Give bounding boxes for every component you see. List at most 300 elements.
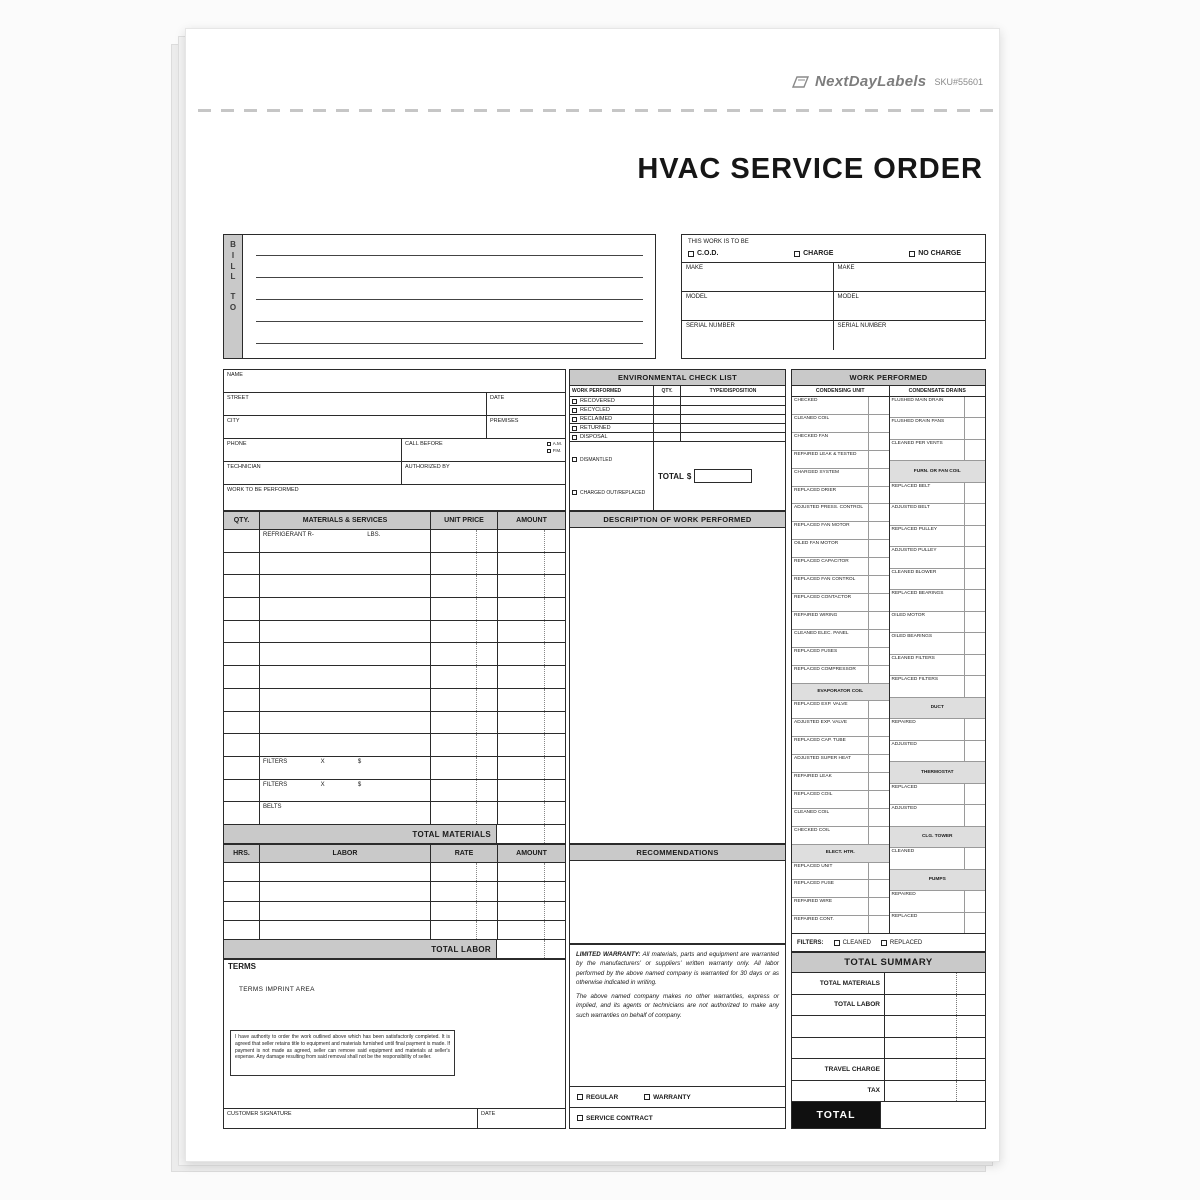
materials-unit-price-cell[interactable] — [431, 780, 498, 802]
checkbox-icon[interactable] — [572, 490, 577, 495]
env-row-option[interactable] — [570, 397, 654, 405]
summary-row-amount[interactable] — [884, 1038, 985, 1059]
wp-row[interactable] — [890, 547, 986, 568]
summary-row-amount[interactable] — [884, 1059, 985, 1080]
wp-label: REPLACED FAN CONTROL — [794, 577, 856, 583]
labor-rate-cell[interactable] — [431, 863, 498, 881]
wp-check-cell[interactable] — [868, 880, 889, 897]
wp-row[interactable] — [890, 590, 986, 611]
equipment-field[interactable]: MODEL — [834, 292, 986, 321]
brand-logo — [790, 73, 983, 90]
materials-unit-price-cell[interactable] — [431, 621, 498, 643]
materials-item-cell[interactable] — [260, 575, 431, 597]
materials-table — [223, 511, 566, 844]
env-type-cell[interactable] — [681, 424, 785, 432]
wp-row[interactable] — [890, 698, 986, 719]
materials-item-cell[interactable] — [260, 598, 431, 620]
terms-panel — [223, 959, 566, 1129]
wp-check-cell[interactable] — [964, 784, 985, 804]
wp-check-cell[interactable] — [964, 504, 985, 524]
materials-amount-cell[interactable] — [498, 712, 565, 734]
checkbox-icon[interactable] — [688, 251, 694, 257]
summary-row-amount[interactable] — [884, 1081, 985, 1102]
wp-label: REPAIRED WIRING — [794, 612, 838, 618]
env-type-cell[interactable] — [681, 415, 785, 423]
materials-unit-price-cell[interactable] — [431, 666, 498, 688]
equipment-field[interactable]: SERIAL NUMBER — [837, 323, 887, 329]
materials-amount-cell[interactable] — [498, 734, 565, 756]
materials-unit-price-cell[interactable] — [431, 553, 498, 575]
wp-check-cell[interactable] — [964, 633, 985, 653]
materials-unit-price-cell[interactable] — [431, 575, 498, 597]
description-body[interactable] — [570, 528, 785, 843]
materials-amount-cell[interactable] — [498, 553, 565, 575]
env-charged-label: CHARGED OUT/REPLACED — [580, 489, 646, 496]
wp-check-cell[interactable] — [868, 701, 889, 718]
city-field[interactable]: CITY — [224, 416, 487, 438]
wp-label: REPLACED — [891, 913, 918, 919]
wp-label: REPLACED UNIT — [794, 863, 833, 869]
bill-to-line[interactable] — [256, 277, 643, 278]
wp-label: REPLACED — [891, 784, 918, 790]
wp-check-cell[interactable] — [964, 848, 985, 868]
wp-row[interactable] — [890, 569, 986, 590]
labor-hrs-cell[interactable] — [224, 882, 260, 900]
wp-check-cell[interactable] — [868, 755, 889, 772]
wp-check-cell[interactable] — [868, 612, 889, 629]
wp-row[interactable] — [792, 827, 889, 845]
materials-item-cell[interactable]: FILTERS X $ — [260, 757, 431, 779]
wp-row[interactable] — [792, 863, 889, 881]
summary-row-amount[interactable] — [884, 973, 985, 994]
materials-unit-price-cell[interactable] — [431, 734, 498, 756]
env-row-option[interactable] — [570, 424, 654, 432]
wp-check-cell[interactable] — [868, 898, 889, 915]
env-row-option[interactable] — [570, 415, 654, 423]
env-col-type: TYPE/DISPOSITION — [709, 388, 757, 394]
env-type-cell[interactable] — [681, 433, 785, 441]
equipment-field[interactable]: MAKE — [834, 263, 986, 292]
wp-row[interactable] — [792, 433, 889, 451]
wp-row[interactable] — [792, 504, 889, 522]
materials-unit-price-cell[interactable] — [431, 757, 498, 779]
env-row-option[interactable] — [570, 433, 654, 441]
wp-label: FLUSHED DRAIN PANS — [891, 419, 945, 425]
materials-amount-cell[interactable] — [498, 643, 565, 665]
wp-row[interactable] — [792, 880, 889, 898]
wp-row[interactable] — [792, 576, 889, 594]
wp-check-cell[interactable] — [868, 648, 889, 665]
filters-replaced-label: REPLACED — [889, 939, 923, 946]
wp-row[interactable] — [792, 666, 889, 684]
wp-row[interactable] — [890, 848, 986, 869]
wp-check-cell[interactable] — [868, 487, 889, 504]
checkbox-icon[interactable] — [572, 426, 577, 431]
wp-row[interactable] — [890, 612, 986, 633]
street-field[interactable]: STREET — [224, 393, 487, 415]
wp-label: EVAPORATOR COIL — [817, 689, 864, 695]
work-type-option[interactable] — [909, 250, 961, 257]
materials-item-cell[interactable] — [260, 666, 431, 688]
wp-check-cell[interactable] — [964, 590, 985, 610]
checkbox-icon[interactable] — [572, 399, 577, 404]
wp-check-cell[interactable] — [868, 576, 889, 593]
wp-check-cell[interactable] — [964, 612, 985, 632]
materials-qty-cell[interactable] — [224, 666, 260, 688]
wp-check-cell[interactable] — [964, 440, 985, 460]
bill-to-tab — [224, 235, 243, 358]
labor-rate-cell[interactable] — [431, 902, 498, 920]
wp-row[interactable] — [792, 773, 889, 791]
env-qty-cell[interactable] — [654, 433, 681, 441]
wp-row[interactable] — [890, 805, 986, 826]
wp-check-cell[interactable] — [868, 916, 889, 933]
labor-header-rate: RATE — [431, 845, 498, 862]
call-before-label: CALL BEFORE — [405, 440, 443, 447]
authorized-by-field[interactable]: AUTHORIZED BY — [405, 463, 450, 470]
materials-qty-cell[interactable] — [224, 802, 260, 824]
checkbox-icon[interactable] — [547, 442, 551, 446]
regular-option[interactable] — [577, 1094, 618, 1101]
env-row — [570, 415, 785, 424]
materials-item-cell[interactable] — [260, 734, 431, 756]
materials-qty-cell[interactable] — [224, 575, 260, 597]
materials-item-cell[interactable]: REFRIGERANT R- LBS. — [260, 530, 431, 552]
wp-check-cell[interactable] — [868, 540, 889, 557]
am-option[interactable] — [547, 441, 562, 448]
equipment-field[interactable]: MAKE — [682, 263, 834, 292]
materials-amount-cell[interactable] — [498, 780, 565, 802]
wp-row[interactable] — [890, 655, 986, 676]
checkbox-icon[interactable] — [572, 408, 577, 413]
recommendations-body[interactable] — [570, 861, 785, 943]
equipment-field[interactable]: MODEL — [682, 292, 834, 321]
bill-to-box — [223, 234, 656, 359]
warranty-text — [570, 945, 785, 1086]
wp-check-cell[interactable] — [964, 418, 985, 438]
materials-qty-cell[interactable] — [224, 734, 260, 756]
wp-check-cell[interactable] — [964, 891, 985, 911]
materials-qty-cell[interactable] — [224, 712, 260, 734]
technician-field[interactable]: TECHNICIAN — [224, 462, 402, 484]
bill-to-letter: I — [231, 250, 235, 260]
filters-cleaned-option[interactable] — [834, 940, 871, 946]
wp-label: OILED FAN MOTOR — [794, 541, 839, 547]
phone-field[interactable]: PHONE — [224, 439, 402, 461]
materials-qty-cell[interactable] — [224, 643, 260, 665]
wp-row[interactable] — [890, 741, 986, 762]
total-labor-amount[interactable] — [497, 940, 565, 958]
wp-row[interactable] — [792, 397, 889, 415]
materials-qty-cell[interactable] — [224, 621, 260, 643]
checkbox-icon[interactable] — [644, 1094, 650, 1100]
labor-amount-cell[interactable] — [498, 921, 565, 939]
summary-row-amount[interactable] — [884, 995, 985, 1016]
materials-unit-price-cell[interactable] — [431, 598, 498, 620]
wp-check-cell[interactable] — [868, 504, 889, 521]
wp-check-cell[interactable] — [868, 469, 889, 486]
checkbox-icon[interactable] — [572, 417, 577, 422]
equipment-field[interactable]: SERIAL NUMBER — [682, 321, 834, 350]
wp-row[interactable] — [890, 827, 986, 848]
wp-check-cell[interactable] — [964, 483, 985, 503]
wp-row[interactable] — [792, 558, 889, 576]
wp-right-column — [889, 397, 986, 933]
summary-row — [792, 1081, 985, 1103]
recommendations-panel — [569, 844, 786, 944]
materials-amount-cell[interactable] — [498, 689, 565, 711]
wp-check-cell[interactable] — [868, 809, 889, 826]
wp-check-cell[interactable] — [964, 719, 985, 739]
premises-field[interactable]: PREMISES — [490, 417, 519, 424]
environmental-title: ENVIRONMENTAL CHECK LIST — [570, 370, 785, 386]
wp-label: CLEANED — [891, 849, 915, 855]
wp-check-cell[interactable] — [868, 397, 889, 414]
wp-check-cell[interactable] — [868, 433, 889, 450]
checkbox-icon[interactable] — [572, 435, 577, 440]
materials-item-cell[interactable] — [260, 553, 431, 575]
labor-hrs-cell[interactable] — [224, 921, 260, 939]
checkbox-icon[interactable] — [834, 940, 840, 946]
wp-row[interactable] — [890, 440, 986, 461]
labor-hrs-cell[interactable] — [224, 863, 260, 881]
labor-amount-cell[interactable] — [498, 882, 565, 900]
labor-desc-cell[interactable] — [260, 863, 431, 881]
materials-unit-price-cell[interactable] — [431, 530, 498, 552]
materials-qty-cell[interactable] — [224, 757, 260, 779]
wp-row[interactable] — [890, 762, 986, 783]
bill-to-line[interactable] — [256, 321, 643, 322]
wp-check-cell[interactable] — [964, 741, 985, 761]
bill-to-line[interactable] — [256, 255, 643, 256]
wp-row[interactable] — [792, 916, 889, 933]
wp-check-cell[interactable] — [868, 630, 889, 647]
materials-amount-cell[interactable] — [498, 666, 565, 688]
materials-amount-cell[interactable] — [498, 575, 565, 597]
wp-row[interactable] — [890, 483, 986, 504]
wp-check-cell[interactable] — [868, 415, 889, 432]
checkbox-icon[interactable] — [794, 251, 800, 257]
filters-replaced-option[interactable] — [881, 940, 922, 946]
service-contract-option[interactable] — [577, 1115, 653, 1122]
wp-row[interactable] — [792, 737, 889, 755]
env-qty-cell[interactable] — [654, 424, 681, 432]
warranty-body-1: All materials, parts and equipment are warranted by the manufacturers' or suppliers' written warranty only. All labor performed by the above named company is warranted for 30 days or as otherwise indicated in writing. — [576, 951, 779, 986]
materials-qty-cell[interactable] — [224, 598, 260, 620]
wp-row[interactable] — [792, 648, 889, 666]
wp-row[interactable] — [792, 630, 889, 648]
wp-row[interactable] — [890, 418, 986, 439]
wp-row[interactable] — [890, 461, 986, 482]
wp-row[interactable] — [890, 784, 986, 805]
wp-row[interactable] — [890, 870, 986, 891]
name-field[interactable]: NAME — [227, 372, 243, 378]
wp-row[interactable] — [792, 809, 889, 827]
wp-check-cell[interactable] — [868, 719, 889, 736]
labor-desc-cell[interactable] — [260, 882, 431, 900]
materials-item-cell[interactable] — [260, 621, 431, 643]
wp-label: OILED MOTOR — [891, 612, 925, 618]
customer-row-street — [224, 393, 565, 416]
total-materials-amount[interactable] — [497, 825, 565, 843]
env-qty-cell[interactable] — [654, 397, 681, 405]
wp-row[interactable] — [792, 594, 889, 612]
wp-label: REPLACED EXP. VALVE — [794, 702, 848, 708]
wp-label: ADJUSTED — [891, 741, 917, 747]
wp-check-cell[interactable] — [964, 569, 985, 589]
wp-check-cell[interactable] — [964, 913, 985, 933]
env-last-row — [570, 442, 785, 510]
labor-hrs-cell[interactable] — [224, 902, 260, 920]
materials-qty-cell[interactable] — [224, 530, 260, 552]
materials-amount-cell[interactable] — [498, 598, 565, 620]
materials-qty-cell[interactable] — [224, 780, 260, 802]
checkbox-icon[interactable] — [572, 457, 577, 462]
materials-item-cell[interactable] — [260, 689, 431, 711]
wp-label: ADJUSTED BELT — [891, 505, 930, 511]
wp-row[interactable] — [792, 791, 889, 809]
labor-amount-cell[interactable] — [498, 902, 565, 920]
wp-row[interactable] — [792, 898, 889, 916]
wp-check-cell[interactable] — [868, 773, 889, 790]
wp-row[interactable] — [890, 891, 986, 912]
wp-col-header-left: CONDENSING UNIT — [815, 388, 865, 394]
env-type-cell[interactable] — [681, 406, 785, 414]
materials-item-cell[interactable] — [260, 712, 431, 734]
date-field[interactable]: DATE — [490, 394, 505, 401]
work-to-be-performed-field[interactable]: WORK TO BE PERFORMED — [227, 486, 299, 493]
wp-check-cell[interactable] — [964, 805, 985, 825]
filters-cleaned-label: CLEANED — [842, 939, 871, 946]
materials-unit-price-cell[interactable] — [431, 712, 498, 734]
customer-signature-field[interactable]: CUSTOMER SIGNATURE — [227, 1111, 292, 1117]
work-type-option[interactable] — [688, 250, 718, 257]
wp-row[interactable] — [792, 701, 889, 719]
env-dismantled-option[interactable] — [572, 457, 651, 463]
pm-option[interactable] — [547, 448, 562, 455]
checkbox-icon[interactable] — [577, 1094, 583, 1100]
wp-check-cell[interactable] — [868, 666, 889, 683]
environmental-checklist — [569, 369, 786, 511]
materials-unit-price-cell[interactable] — [431, 689, 498, 711]
wp-check-cell[interactable] — [868, 737, 889, 754]
checkbox-icon[interactable] — [909, 251, 915, 257]
wp-check-cell[interactable] — [868, 863, 889, 880]
wp-check-cell[interactable] — [964, 397, 985, 417]
summary-title: TOTAL SUMMARY — [792, 953, 985, 973]
warranty-option[interactable] — [644, 1094, 691, 1101]
wp-row[interactable] — [890, 676, 986, 697]
wp-row[interactable] — [890, 397, 986, 418]
env-type-cell[interactable] — [681, 397, 785, 405]
materials-unit-price-cell[interactable] — [431, 643, 498, 665]
wp-row[interactable] — [792, 845, 889, 863]
materials-amount-cell[interactable] — [498, 802, 565, 824]
work-type-heading: THIS WORK IS TO BE — [688, 239, 749, 245]
wp-row[interactable] — [792, 684, 889, 702]
wp-row[interactable] — [890, 504, 986, 525]
wp-check-cell[interactable] — [868, 558, 889, 575]
env-total-amount-box[interactable] — [694, 469, 752, 483]
wp-check-cell[interactable] — [964, 655, 985, 675]
call-before-field[interactable] — [402, 439, 565, 461]
total-amount[interactable] — [880, 1102, 985, 1128]
wp-label: REPAIRED CONT. — [794, 917, 834, 923]
labor-row — [224, 882, 565, 901]
wp-check-cell[interactable] — [868, 522, 889, 539]
wp-row[interactable] — [890, 913, 986, 933]
materials-amount-cell[interactable] — [498, 757, 565, 779]
materials-item-cell[interactable]: BELTS — [260, 802, 431, 824]
bill-to-line[interactable] — [256, 299, 643, 300]
wp-row[interactable] — [792, 522, 889, 540]
wp-check-cell[interactable] — [964, 676, 985, 696]
wp-row[interactable] — [792, 451, 889, 469]
labor-rate-cell[interactable] — [431, 882, 498, 900]
wp-check-cell[interactable] — [868, 791, 889, 808]
labor-amount-cell[interactable] — [498, 863, 565, 881]
bill-to-line[interactable] — [256, 343, 643, 344]
env-row-label: RECYCLED — [580, 407, 610, 413]
checkbox-icon[interactable] — [881, 940, 887, 946]
materials-qty-cell[interactable] — [224, 553, 260, 575]
wp-label: REPLACED FUSE — [794, 881, 834, 887]
wp-label: FLUSHED MAIN DRAIN — [891, 398, 944, 403]
wp-row[interactable] — [890, 719, 986, 740]
labor-desc-cell[interactable] — [260, 921, 431, 939]
materials-item-cell[interactable] — [260, 643, 431, 665]
checkbox-icon[interactable] — [577, 1115, 583, 1121]
wp-check-cell[interactable] — [868, 451, 889, 468]
env-qty-cell[interactable] — [654, 415, 681, 423]
materials-unit-price-cell[interactable] — [431, 802, 498, 824]
wp-row[interactable] — [792, 415, 889, 433]
work-type-option[interactable] — [794, 250, 833, 257]
wp-row[interactable] — [890, 633, 986, 654]
wp-row[interactable] — [792, 487, 889, 505]
labor-rate-cell[interactable] — [431, 921, 498, 939]
terms-imprint-area: TERMS IMPRINT AREA — [239, 986, 315, 993]
labor-desc-cell[interactable] — [260, 902, 431, 920]
wp-label: REPLACED COIL — [794, 791, 833, 797]
wp-row[interactable] — [792, 540, 889, 558]
wp-check-cell[interactable] — [964, 547, 985, 567]
materials-header-services: MATERIALS & SERVICES — [260, 512, 431, 529]
env-row — [570, 424, 785, 433]
wp-row[interactable] — [792, 755, 889, 773]
materials-amount-cell[interactable] — [498, 621, 565, 643]
wp-check-cell[interactable] — [868, 827, 889, 844]
materials-amount-cell[interactable] — [498, 530, 565, 552]
summary-row-amount[interactable] — [884, 1016, 985, 1037]
wp-check-cell[interactable] — [964, 526, 985, 546]
env-qty-cell[interactable] — [654, 406, 681, 414]
wp-row[interactable] — [792, 719, 889, 737]
materials-qty-cell[interactable] — [224, 689, 260, 711]
date-signature-field[interactable]: DATE — [477, 1109, 565, 1128]
env-row-option[interactable] — [570, 406, 654, 414]
materials-item-cell[interactable]: FILTERS X $ — [260, 780, 431, 802]
checkbox-icon[interactable] — [547, 449, 551, 453]
warranty-lead: LIMITED WARRANTY: — [576, 951, 641, 958]
wp-check-cell[interactable] — [868, 594, 889, 611]
labor-header — [224, 845, 565, 863]
wp-row[interactable] — [792, 612, 889, 630]
env-row — [570, 397, 785, 406]
env-charged-option[interactable] — [572, 490, 651, 496]
wp-row[interactable] — [792, 469, 889, 487]
wp-row[interactable] — [890, 526, 986, 547]
